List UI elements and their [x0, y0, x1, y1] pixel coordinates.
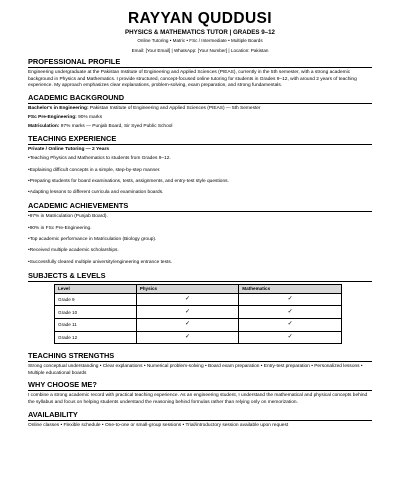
achievements-section	[28, 201, 372, 266]
subjects-section	[28, 271, 372, 344]
tutor-subtitle: PHYSICS & MATHEMATICS TUTOR | GRADES 9–12	[125, 29, 275, 36]
academic-heading: ACADEMIC BACKGROUND	[28, 93, 372, 104]
why-heading: WHY CHOOSE ME?	[28, 380, 372, 391]
strengths-section	[28, 351, 372, 377]
subjects-heading: SUBJECTS & LEVELS	[28, 271, 372, 282]
table-row	[55, 331, 342, 344]
table-row	[55, 306, 342, 319]
profile-section	[28, 57, 372, 90]
list-item: • 97% in Matriculation (Punjab Board).	[28, 214, 372, 221]
academic-item-label: Bachelor's in Engineering:	[28, 105, 89, 111]
academic-item-label: Matriculation:	[28, 124, 60, 130]
table-cell: Grade 9	[55, 293, 137, 306]
check-icon: ✓	[136, 319, 239, 332]
list-item: • 90% in FSc Pre-Engineering.	[28, 226, 372, 233]
check-icon: ✓	[239, 293, 342, 306]
availability-text: Online classes • Flexible schedule • One-to-one or small-group sessions • Trial/introductory session available upon request	[28, 422, 289, 428]
strengths-heading: TEACHING STRENGTHS	[28, 351, 372, 362]
list-item: • Preparing students for board examinations, tests, assignments, and entry-test style questions.	[28, 179, 372, 186]
why-text: I combine a strong academic record with practical teaching experience. As an engineering student, I understand the mathematical and physical concepts behind the syllabus and focus on helping students understand the reasoning behind formulas rather than relying only on memorization.	[28, 393, 368, 406]
academic-item	[28, 115, 372, 122]
table-header-row	[55, 284, 342, 293]
list-item: • Top academic performance in Matriculation (Biology group).	[28, 237, 372, 244]
why-section	[28, 380, 372, 406]
availability-section	[28, 410, 372, 430]
academic-item-value: Pakistan Institute of Engineering and Applied Sciences (PIEAS) — 5th Semester	[88, 105, 261, 111]
availability-heading: AVAILABILITY	[28, 410, 372, 421]
academic-section	[28, 93, 372, 131]
list-item: • Teaching Physics and Mathematics to students from Grades 9–12.	[28, 156, 372, 163]
table-row	[55, 293, 342, 306]
strengths-text: Strong conceptual understanding • Clear explanations • Numerical problem-solving • Board exam preparation • Entry-test preparation • Personalized lessons • Multiple educational boards	[28, 364, 363, 376]
subjects-table	[54, 284, 342, 344]
academic-item-value: 97% marks — Punjab Board, Sir Syed Public School	[59, 124, 173, 130]
list-item: • Explaining difficult concepts in a simple, step-by-step manner.	[28, 168, 372, 175]
services-line: Online Tutoring • Matric • FSc / Intermediate • Multiple Boards	[137, 38, 263, 43]
check-icon: ✓	[239, 331, 342, 344]
achievements-heading: ACADEMIC ACHIEVEMENTS	[28, 201, 372, 212]
profile-heading: PROFESSIONAL PROFILE	[28, 57, 372, 68]
check-icon: ✓	[136, 306, 239, 319]
check-icon: ✓	[136, 293, 239, 306]
list-item: • Adapting lessons to different curricula and examination boards.	[28, 190, 372, 197]
academic-item	[28, 124, 372, 131]
list-item: • Received multiple academic scholarships.	[28, 248, 372, 255]
table-row	[55, 319, 342, 332]
check-icon: ✓	[239, 319, 342, 332]
academic-item	[28, 106, 372, 113]
experience-role: Private / Online Tutoring — 2 Years	[28, 146, 110, 152]
table-header-cell: Mathematics	[239, 284, 342, 293]
experience-section	[28, 134, 372, 197]
profile-text: Engineering undergraduate at the Pakistan Institute of Engineering and Applied Sciences (PIEAS), currently in the 5th semester, with a strong academic background in Physics and Mathematics. I provide structured, concept-focused online tutoring for students in Grades 9–12, with around 2 years of teaching experience. My approach emphasizes clear explanations, problem-solving, exam preparation, and strong fundamentals.	[28, 70, 357, 89]
table-header-cell: Physics	[136, 284, 239, 293]
academic-item-value: 90% marks	[76, 114, 103, 120]
table-cell: Grade 10	[55, 306, 137, 319]
experience-heading: TEACHING EXPERIENCE	[28, 134, 372, 145]
table-cell: Grade 11	[55, 319, 137, 332]
list-item: • Successfully cleared multiple university/engineering entrance tests.	[28, 260, 372, 267]
check-icon: ✓	[136, 331, 239, 344]
table-cell: Grade 12	[55, 331, 137, 344]
tutor-name: RAYYAN QUDDUSI	[128, 10, 272, 27]
check-icon: ✓	[239, 306, 342, 319]
contact-line: Email: [Your Email] | WhatsApp: [Your Number] | Location: Pakistan	[131, 48, 269, 53]
table-header-cell: Level	[55, 284, 137, 293]
academic-item-label: FSc Pre-Engineering:	[28, 114, 77, 120]
